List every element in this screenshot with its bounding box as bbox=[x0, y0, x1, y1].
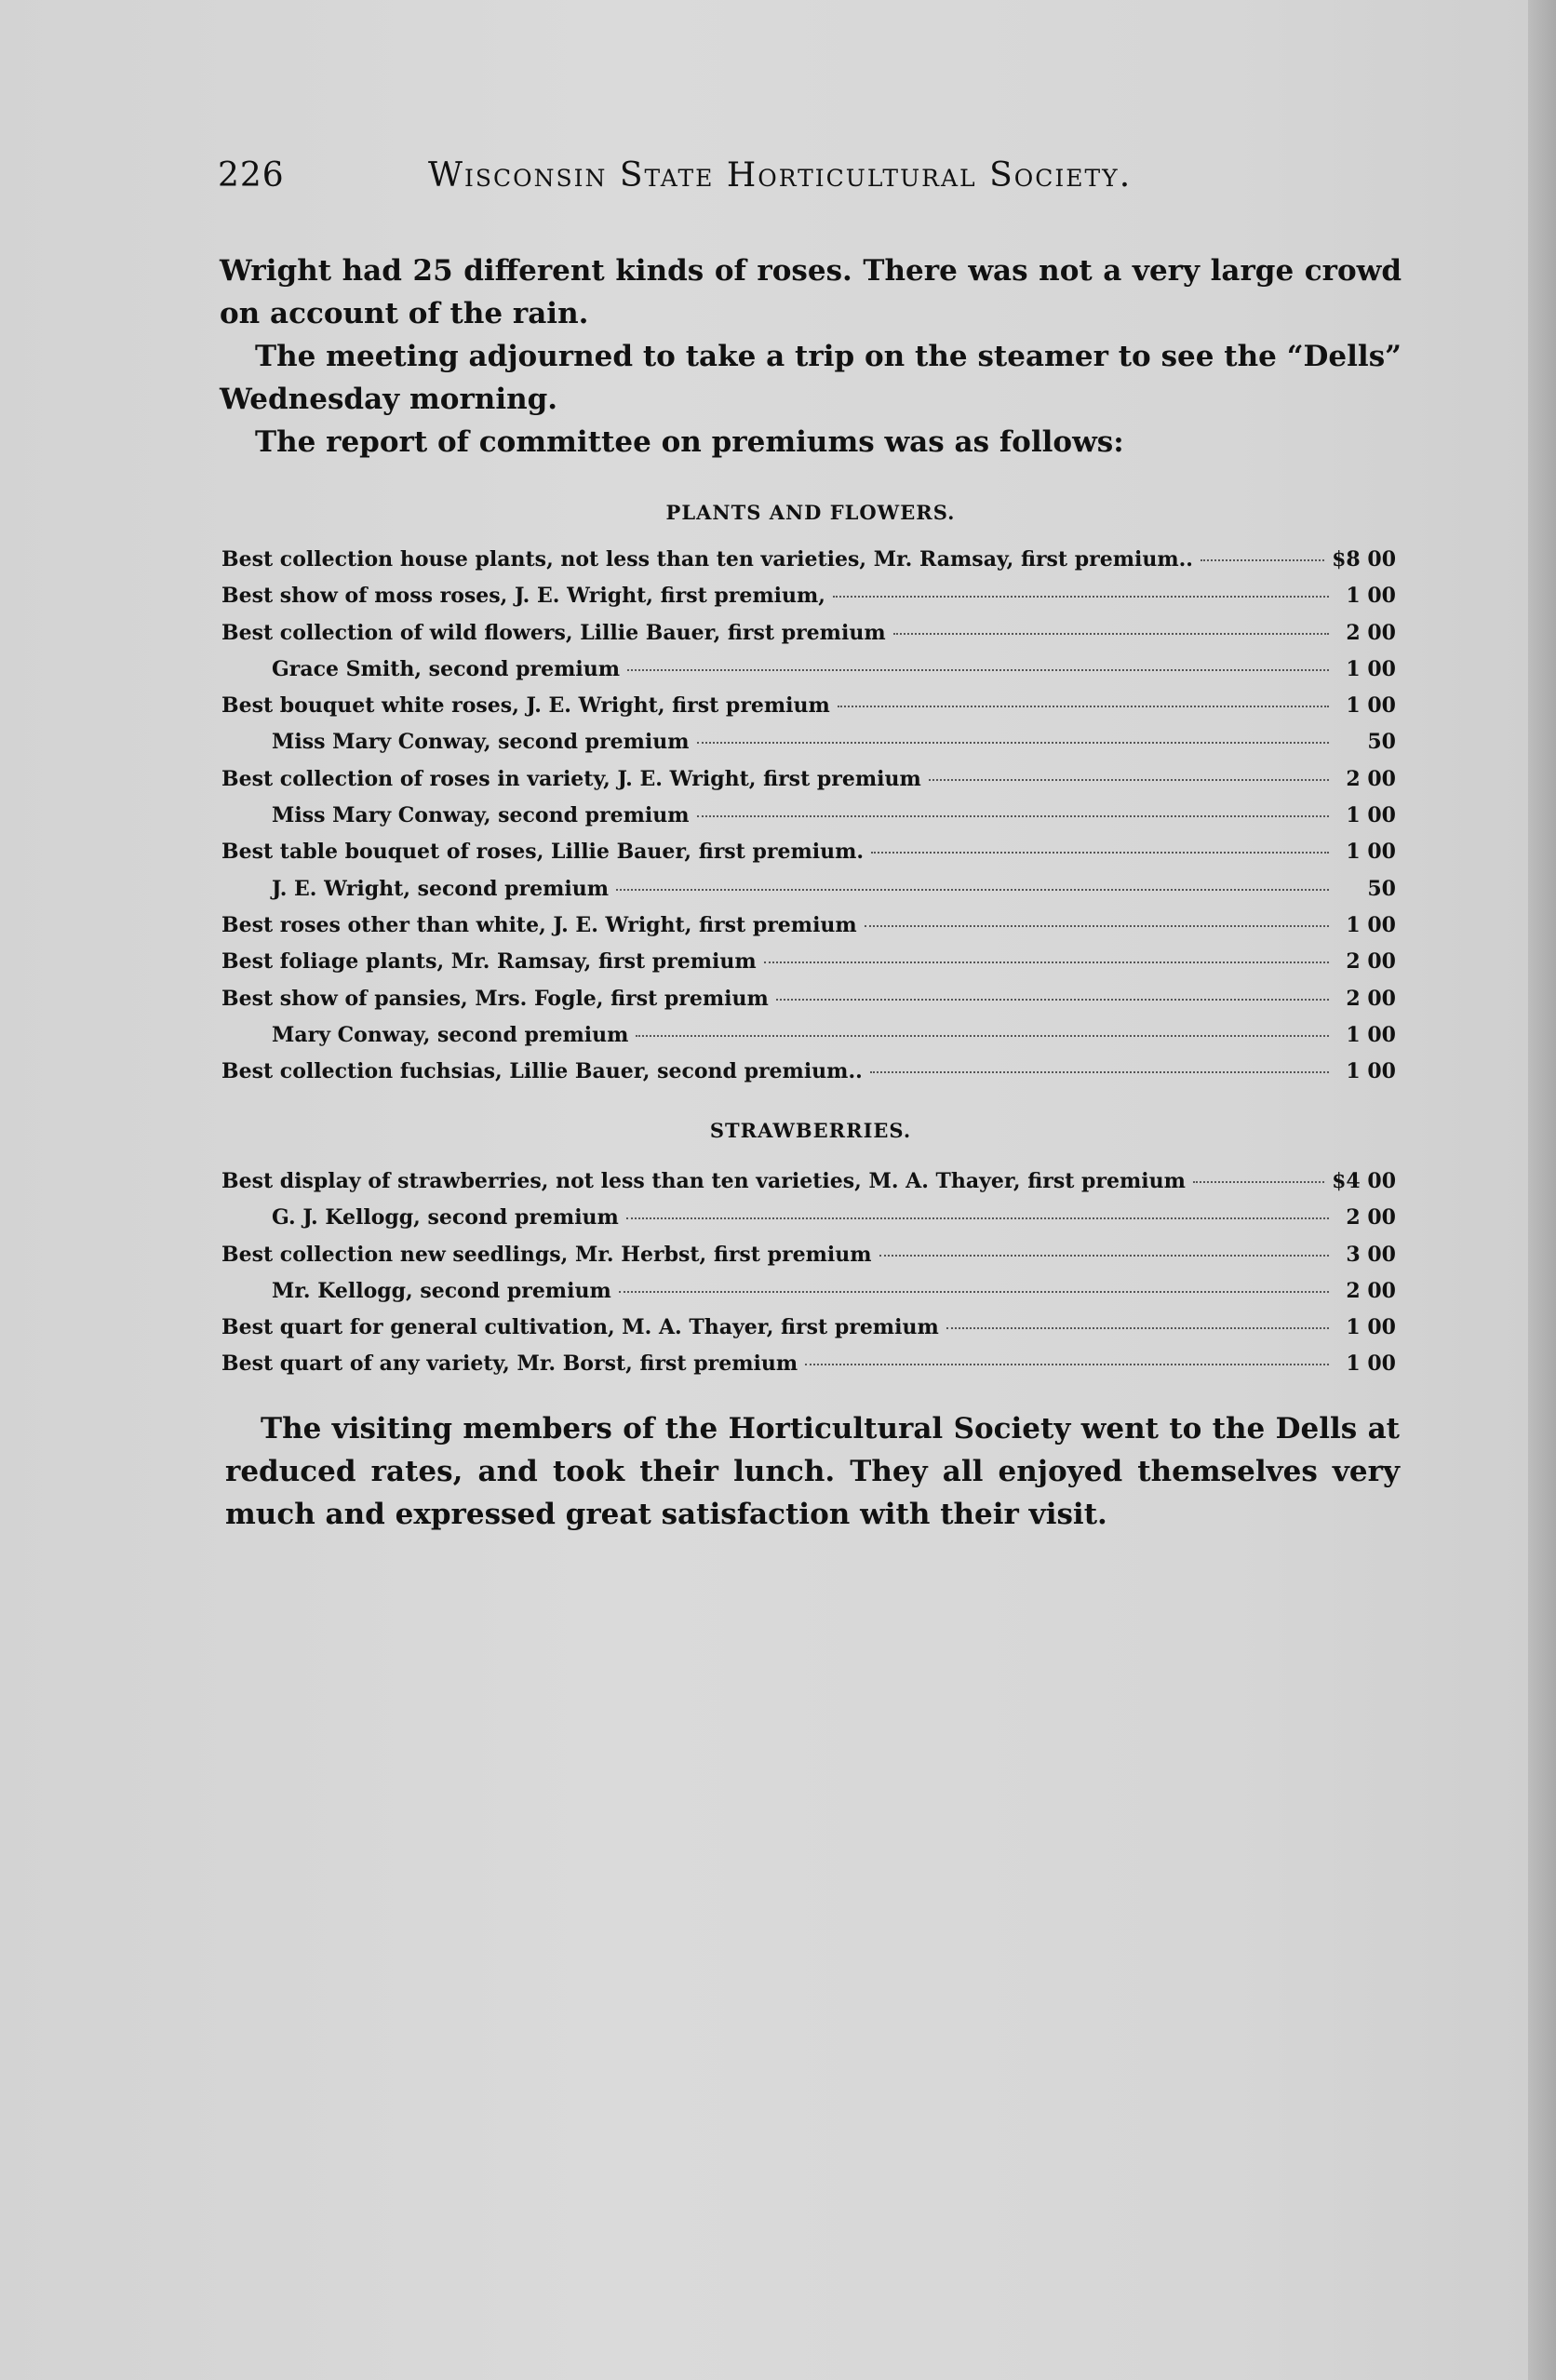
entry-label: Best show of moss roses, J. E. Wright, first premium, bbox=[221, 584, 825, 609]
leader-dots bbox=[697, 815, 1329, 817]
leader-dots bbox=[619, 1291, 1329, 1293]
premium-entry bbox=[221, 621, 1396, 657]
entry-label: Best collection of roses in variety, J. E. Wright, first premium bbox=[221, 766, 921, 791]
entry-label: Miss Mary Conway, second premium bbox=[272, 730, 690, 755]
strawberries-list bbox=[221, 1169, 1396, 1389]
leader-dots bbox=[870, 1071, 1329, 1073]
leader-dots bbox=[838, 706, 1329, 707]
strawberries-heading: STRAWBERRIES. bbox=[709, 1119, 912, 1142]
entry-amount: $4 00 bbox=[1332, 1169, 1396, 1193]
entry-amount: 1 00 bbox=[1346, 656, 1396, 681]
premium-entry bbox=[221, 1315, 1396, 1351]
premium-entry bbox=[221, 987, 1396, 1023]
entry-label: Best quart for general cultivation, M. A. Thayer, first premium bbox=[221, 1315, 939, 1340]
entry-amount: 3 00 bbox=[1346, 1242, 1396, 1267]
premium-entry bbox=[221, 877, 1396, 913]
entry-amount: 1 00 bbox=[1346, 584, 1396, 609]
entry-amount: 2 00 bbox=[1346, 949, 1396, 975]
premium-entry bbox=[221, 657, 1396, 693]
entry-label: Best roses other than white, J. E. Wright, first premium bbox=[221, 912, 857, 937]
entry-label: Best bouquet white roses, J. E. Wright, first premium bbox=[221, 693, 830, 719]
entry-amount: 1 00 bbox=[1346, 1022, 1396, 1047]
leader-dots bbox=[879, 1255, 1329, 1257]
leader-dots bbox=[626, 1217, 1329, 1219]
premium-entry bbox=[221, 767, 1396, 803]
premium-entry bbox=[221, 1169, 1396, 1205]
entry-label: J. E. Wright, second premium bbox=[272, 876, 610, 901]
premium-entry bbox=[221, 584, 1396, 620]
entry-label: G. J. Kellogg, second premium bbox=[272, 1205, 619, 1230]
leader-dots bbox=[871, 852, 1329, 854]
entry-label: Best show of pansies, Mrs. Fogle, first premium bbox=[221, 986, 769, 1011]
entry-amount: 1 00 bbox=[1346, 1059, 1396, 1084]
entry-label: Best collection new seedlings, Mr. Herbst, first premium bbox=[221, 1242, 872, 1267]
entry-amount: 2 00 bbox=[1346, 986, 1396, 1011]
entry-label: Best quart of any variety, Mr. Borst, first premium bbox=[221, 1351, 798, 1377]
entry-amount: 50 bbox=[1367, 730, 1396, 755]
premium-entry bbox=[221, 1351, 1396, 1388]
premium-entry bbox=[221, 693, 1396, 730]
paragraph-report-intro: The report of committee on premiums was as follows: bbox=[255, 425, 1124, 459]
leader-dots bbox=[1193, 1181, 1324, 1183]
leader-dots bbox=[776, 999, 1329, 1001]
leader-dots bbox=[805, 1364, 1329, 1365]
entry-amount: 2 00 bbox=[1346, 766, 1396, 791]
leader-dots bbox=[946, 1327, 1329, 1329]
leader-dots bbox=[833, 596, 1329, 598]
entry-label: Mr. Kellogg, second premium bbox=[272, 1278, 611, 1303]
premium-entry bbox=[221, 949, 1396, 986]
entry-label: Mary Conway, second premium bbox=[272, 1022, 629, 1047]
leader-dots bbox=[893, 633, 1329, 635]
book-spine-edge bbox=[1528, 0, 1556, 2380]
entry-label: Best foliage plants, Mr. Ramsay, first premium bbox=[221, 949, 757, 975]
premium-entry bbox=[221, 730, 1396, 766]
page-header bbox=[218, 156, 1223, 212]
premium-entry bbox=[221, 1023, 1396, 1059]
leader-dots bbox=[697, 742, 1329, 744]
leader-dots bbox=[865, 925, 1329, 927]
entry-label: Miss Mary Conway, second premium bbox=[272, 803, 690, 828]
page-number: 226 bbox=[218, 156, 285, 195]
premium-entry bbox=[221, 547, 1396, 584]
leader-dots bbox=[1201, 559, 1324, 561]
entry-amount: 1 00 bbox=[1346, 840, 1396, 865]
paragraph-meeting-adjourned: The meeting adjourned to take a trip on the steamer to see the “Dells” Wednesday morning. bbox=[220, 340, 1402, 416]
premium-entry bbox=[221, 1205, 1396, 1242]
leader-dots bbox=[616, 889, 1329, 891]
entry-label: Best collection house plants, not less than ten varieties, Mr. Ramsay, first premium.. bbox=[221, 547, 1193, 571]
entry-amount: $8 00 bbox=[1332, 547, 1396, 571]
leader-dots bbox=[636, 1035, 1329, 1037]
entry-amount: 2 00 bbox=[1346, 1205, 1396, 1230]
entry-amount: 1 00 bbox=[1346, 1315, 1396, 1340]
plants-and-flowers-heading: PLANTS AND FLOWERS. bbox=[665, 501, 956, 524]
entry-label: Best table bouquet of roses, Lillie Bauer, first premium. bbox=[221, 840, 865, 865]
running-title: Wisconsin State Horticultural Society. bbox=[428, 156, 1133, 195]
entry-label: Grace Smith, second premium bbox=[272, 656, 621, 681]
premium-entry bbox=[221, 913, 1396, 949]
leader-dots bbox=[627, 669, 1329, 671]
entry-amount: 1 00 bbox=[1346, 1351, 1396, 1377]
entry-amount: 2 00 bbox=[1346, 1278, 1396, 1303]
entry-amount: 2 00 bbox=[1346, 620, 1396, 645]
premium-entry bbox=[221, 803, 1396, 840]
paragraph-roses: Wright had 25 different kinds of roses. There was not a very large crowd on account of the rain. bbox=[220, 254, 1402, 330]
entry-label: Best display of strawberries, not less than ten varieties, M. A. Thayer, first premium bbox=[221, 1169, 1186, 1193]
entry-amount: 1 00 bbox=[1346, 912, 1396, 937]
entry-label: Best collection fuchsias, Lillie Bauer, second premium.. bbox=[221, 1059, 863, 1084]
entry-amount: 1 00 bbox=[1346, 803, 1396, 828]
entry-amount: 50 bbox=[1367, 876, 1396, 901]
leader-dots bbox=[764, 961, 1329, 963]
premium-entry bbox=[221, 840, 1396, 876]
entry-label: Best collection of wild flowers, Lillie Bauer, first premium bbox=[221, 620, 886, 645]
plants-and-flowers-list bbox=[221, 547, 1396, 1096]
leader-dots bbox=[929, 779, 1329, 781]
premium-entry bbox=[221, 1279, 1396, 1315]
premium-entry bbox=[221, 1243, 1396, 1279]
premium-entry bbox=[221, 1059, 1396, 1096]
closing-paragraph: The visiting members of the Horticultural Society went to the Dells at reduced rates, and took their lunch. They all enjoyed themselves very much and expressed great satisfaction with their visit. bbox=[225, 1412, 1400, 1531]
entry-amount: 1 00 bbox=[1346, 693, 1396, 719]
